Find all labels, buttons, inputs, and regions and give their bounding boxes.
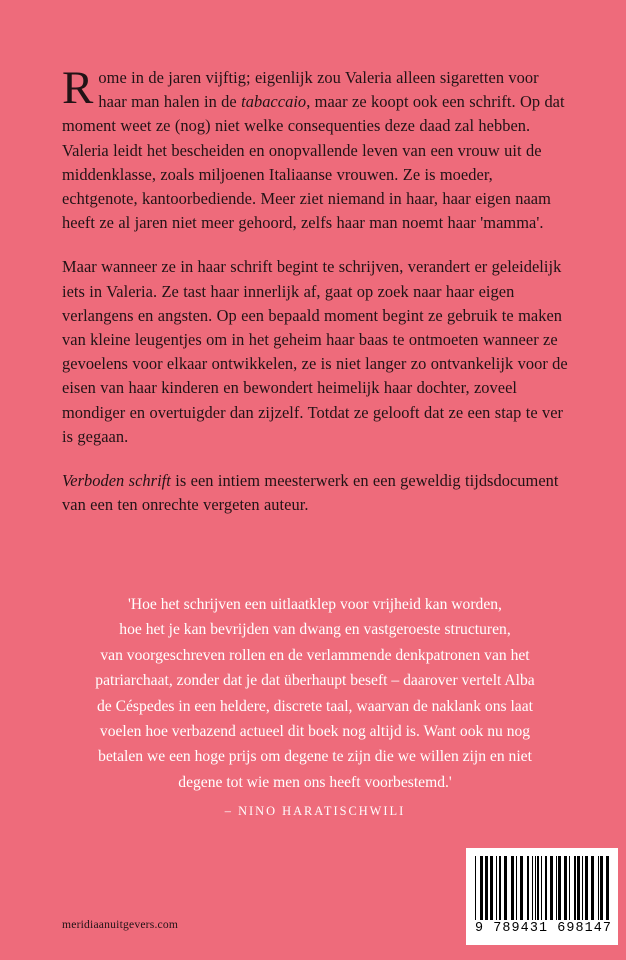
barcode-bars [475,856,609,920]
blurb-paragraph-2: Maar wanneer ze in haar schrift begint te schrijven, verandert er geleidelijk iets in Valeria. Ze tast haar innerlijk af, gaat op zoek naar haar eigen verlangens en angsten. Op een bepaald moment begint ze gebruik te maken van kleine leugentjes om in het geheim haar baas te ontmoeten wanneer ze gevoelens voor elkaar ontwikkelen, ze is niet langer zo ontvankelijk voor de eisen van haar kinderen en bewondert heimelijk haar dochter, zoveel mondiger en overtuigder dan zijzelf. Totdat ze gelooft dat ze een stap te ver is gegaan. [62,257,568,446]
quote-line: betalen we een hoge prijs om degene te zijn die we willen zijn en niet [98,748,532,766]
italic-word-tabaccaio: tabaccaio [241,92,307,112]
pull-quote [54,592,576,819]
quote-line: voelen hoe verbazend actueel dit boek nog altijd is. Want ook nu nog [99,723,531,741]
quote-attribution: – NINO HARATISCHWILI [224,804,406,819]
blurb-paragraph-1-intro: Rome in de jaren vijftig; eigenlijk zou Valeria alleen sigaretten voor haar man halen in de [62,62,539,114]
publisher-url[interactable]: meridiaanuitgevers.com [62,918,179,931]
quote-line: degene tot wie men ons heeft voorbestemd.' [178,773,452,791]
barcode-digits: 9 789431 698147 [475,921,613,936]
isbn-barcode [466,848,618,945]
blurb-paragraph-1-rest: , maar ze koopt ook een schrift. Op dat moment weet ze (nog) niet welke consequenties deze daad zal hebben. Valeria leidt het bescheiden en onopvallende leven van een vrouw uit de middenklasse, zoals miljoenen Italiaanse vrouwen. Ze is moeder, echtgenote, kantoorbediende. Meer ziet niemand in haar, haar eigen naam heeft ze al jaren niet meer gehoord, zelfs haar man noemt haar 'mamma'. [62,92,565,233]
quote-line: 'Hoe het schrijven een uitlaatklep voor vrijheid kan worden, [128,596,502,613]
quote-line: patriarchaat, zonder dat je dat überhaupt beseft – daarover vertelt Alba [95,672,535,690]
quote-line: de Céspedes in een heldere, discrete taal, waarvan de naklank ons laat [96,697,533,715]
blurb-text [62,62,568,517]
barcode-bar [606,856,609,920]
quote-line: van voorgeschreven rollen en de verlammende denkpatronen van het [100,646,530,664]
blurb-paragraph-3 [62,469,568,517]
italic-book-title: Verboden schrift [62,471,171,491]
blurb-paragraph-3-rest: is een intiem meesterwerk en een geweldig tijdsdocument van een ten onrechte vergeten auteur. [62,471,559,515]
blurb-paragraph-1 [62,62,568,235]
quote-line: hoe het je kan bevrijden van dwang en vastgeroeste structuren, [119,621,511,639]
